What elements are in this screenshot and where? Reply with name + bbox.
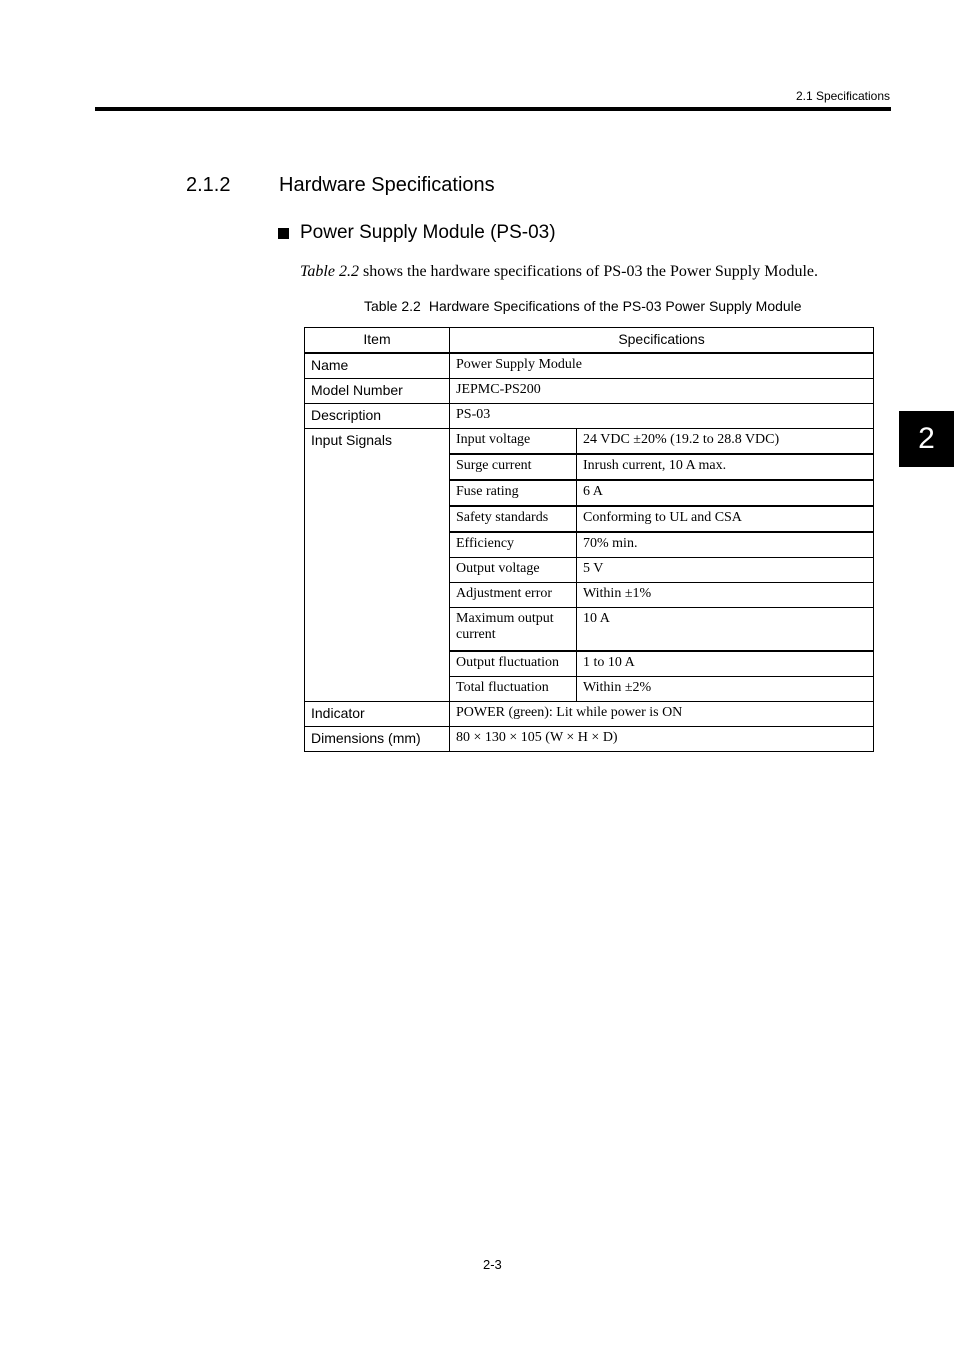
intro-text: shows the hardware specifications of PS-03 the Power Supply Module. <box>358 263 819 280</box>
sub-label: Fuse rating <box>450 480 577 506</box>
sub-label: Total fluctuation <box>450 677 577 702</box>
table-row <box>305 702 874 727</box>
chapter-tab: 2 <box>899 411 954 467</box>
table-caption <box>364 298 802 314</box>
row-item: Indicator <box>305 702 450 727</box>
spec-table <box>304 327 874 752</box>
sub-label: Output fluctuation <box>450 651 577 677</box>
table-row <box>305 379 874 404</box>
header-rule <box>95 107 891 111</box>
sub-value: Inrush current, 10 A max. <box>577 454 874 480</box>
header-item: Item <box>305 328 450 354</box>
sub-label: Maximum output current <box>450 608 577 652</box>
table-header-row <box>305 328 874 354</box>
caption-label: Table 2.2 <box>364 298 421 314</box>
subsection-title: Power Supply Module (PS-03) <box>300 222 556 243</box>
sub-value: 24 VDC ±20% (19.2 to 28.8 VDC) <box>577 429 874 455</box>
table-row <box>305 429 874 455</box>
page-number: 2-3 <box>483 1257 502 1272</box>
table-row <box>305 404 874 429</box>
table-row <box>305 353 874 379</box>
row-item: Model Number <box>305 379 450 404</box>
sub-label: Input voltage <box>450 429 577 455</box>
section-title: Hardware Specifications <box>279 174 495 196</box>
row-value: JEPMC-PS200 <box>450 379 874 404</box>
row-value: 80 × 130 × 105 (W × H × D) <box>450 727 874 752</box>
sub-value: 10 A <box>577 608 874 652</box>
running-head: 2.1 Specifications <box>795 89 890 103</box>
sub-value: 6 A <box>577 480 874 506</box>
sub-label: Output voltage <box>450 558 577 583</box>
sub-label: Safety standards <box>450 506 577 532</box>
sub-value: Conforming to UL and CSA <box>577 506 874 532</box>
row-item: Description <box>305 404 450 429</box>
sub-value: 1 to 10 A <box>577 651 874 677</box>
table-reference: Table 2.2 <box>300 263 359 280</box>
square-bullet-icon <box>278 228 289 239</box>
row-item: Name <box>305 353 450 379</box>
sub-label: Adjustment error <box>450 583 577 608</box>
intro-paragraph <box>300 263 818 281</box>
row-value: PS-03 <box>450 404 874 429</box>
sub-value: Within ±1% <box>577 583 874 608</box>
header-specifications: Specifications <box>450 328 874 354</box>
sub-value: 5 V <box>577 558 874 583</box>
section-number: 2.1.2 <box>186 174 231 196</box>
sub-value: 70% min. <box>577 532 874 558</box>
row-item: Dimensions (mm) <box>305 727 450 752</box>
subsection-heading <box>278 222 556 244</box>
table-row <box>305 727 874 752</box>
sub-label: Surge current <box>450 454 577 480</box>
sub-value: Within ±2% <box>577 677 874 702</box>
row-value: POWER (green): Lit while power is ON <box>450 702 874 727</box>
caption-text: Hardware Specifications of the PS-03 Power Supply Module <box>428 298 802 314</box>
row-value: Power Supply Module <box>450 353 874 379</box>
row-item: Input Signals <box>305 429 450 702</box>
sub-label: Efficiency <box>450 532 577 558</box>
